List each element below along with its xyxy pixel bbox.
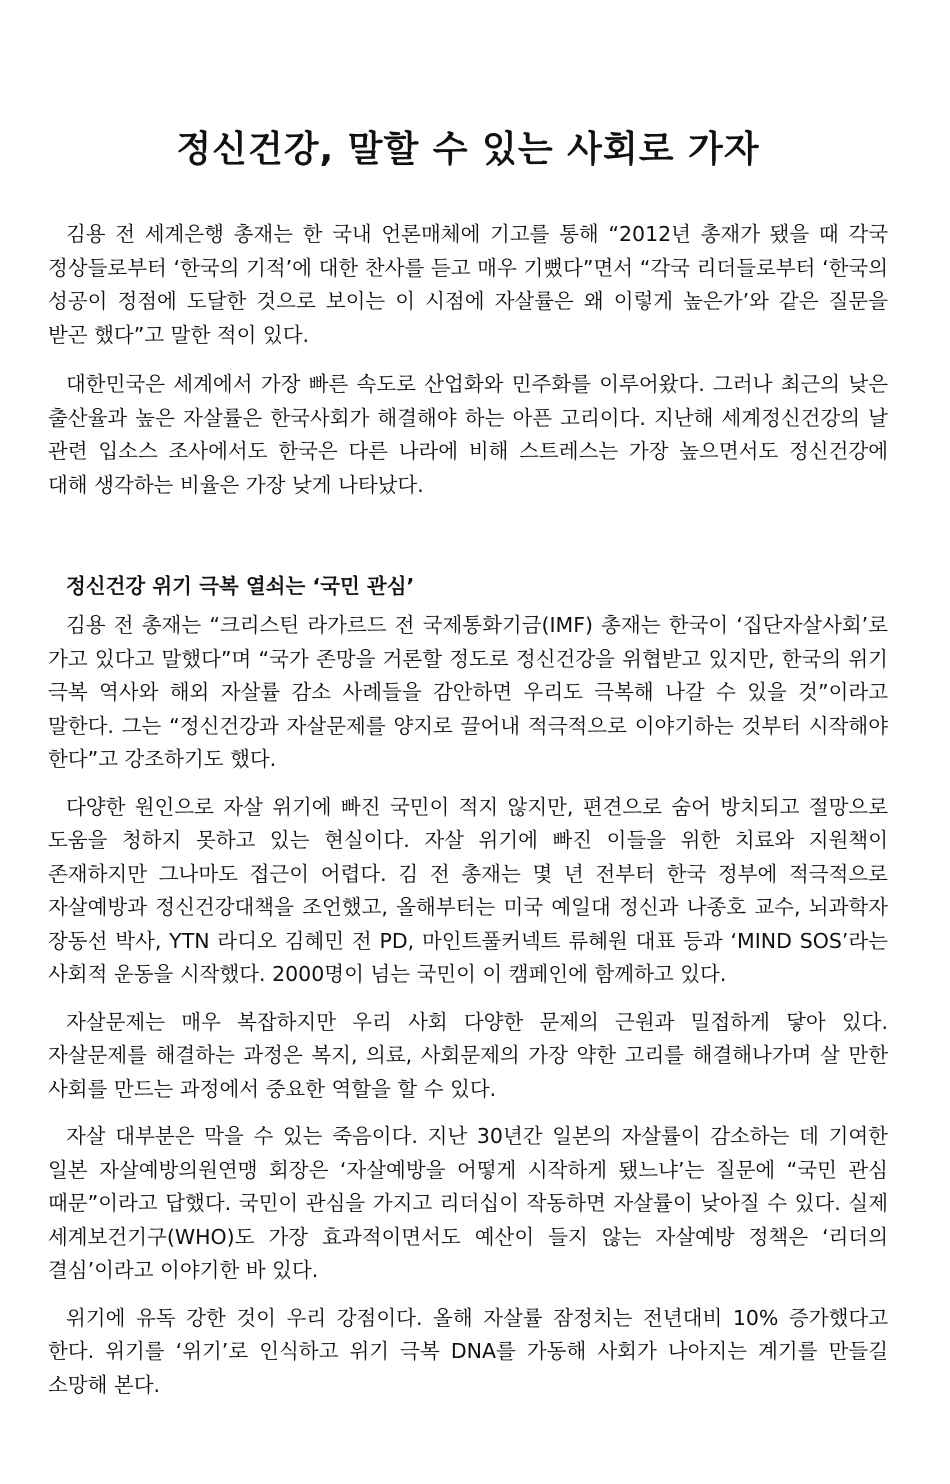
section-paragraph-1: 김용 전 총재는 “크리스틴 라가르드 전 국제통화기금(IMF) 총재는 한국이 ‘집단자살사회’로 가고 있다고 말했다”며 “국가 존망을 거론할 정도로 정신건강을 위협받고 있지만, 한국의 위기 극복 역사와 해외 자살률 감소 사례들을 감안하면 우리도 극복해 나갈 수 있을 것”이라고 말한다. 그는 “정신건강과 자살문제를 양지로 끌어내 적극적으로 이야기하는 것부터 시작해야 한다”고 강조하기도 했다. (48, 613, 888, 771)
section-paragraph-5: 위기에 유독 강한 것이 우리 강점이다. 올해 자살률 잠정치는 전년대비 10% 증가했다고 한다. 위기를 ‘위기’로 인식하고 위기 극복 DNA를 가동해 사회가 나아지는 계기를 만들길 소망해 본다. (48, 1305, 888, 1397)
section-paragraph-2: 다양한 원인으로 자살 위기에 빠진 국민이 적지 않지만, 편견으로 숨어 방치되고 절망으로 도움을 청하지 못하고 있는 현실이다. 자살 위기에 빠진 이들을 위한 치료와 지원책이 존재하지만 그나마도 접근이 어렵다. 김 전 총재는 몇 년 전부터 한국 정부에 적극적으로 자살예방과 정신건강대책을 조언했고, 올해부터는 미국 예일대 정신과 나종호 교수, 뇌과학자 장동선 박사, YTN 라디오 김혜민 전 PD, 마인트풀커넥트 류혜원 대표 등과 ‘MIND SOS’라는 사회적 운동을 시작했다. 2000명이 넘는 국민이 이 캠페인에 함께하고 있다. (48, 794, 888, 986)
section-heading: 정신건강 위기 극복 열쇠는 ‘국민 관심’ (66, 574, 415, 598)
intro-paragraph-1: 김용 전 세계은행 총재는 한 국내 언론매체에 기고를 통해 “2012년 총재가 됐을 때 각국 정상들로부터 ‘한국의 기적’에 대한 찬사를 듣고 매우 기뻤다”면서 “각국 리더들로부터 ‘한국의 성공이 정점에 도달한 것으로 보이는 이 시점에 자살률은 왜 이렇게 높은가’와 같은 질문을 받곤 했다”고 말한 적이 있다. (48, 222, 888, 347)
section-paragraph-4: 자살 대부분은 막을 수 있는 죽음이다. 지난 30년간 일본의 자살률이 감소하는 데 기여한 일본 자살예방의원연맹 회장은 ‘자살예방을 어떻게 시작하게 됐느냐’는 질문에 “국민 관심 때문”이라고 답했다. 국민이 관심을 가지고 리더십이 작동하면 자살률이 낮아질 수 있다. 실제 세계보건기구(WHO)도 가장 효과적이면서도 예산이 들지 않는 자살예방 정책은 ‘리더의 결심’이라고 이야기한 바 있다. (48, 1124, 888, 1282)
intro-paragraph-2: 대한민국은 세계에서 가장 빠른 속도로 산업화와 민주화를 이루어왔다. 그러나 최근의 낮은 출산율과 높은 자살률은 한국사회가 해결해야 하는 아픈 고리이다. 지난해 세계정신건강의 날 관련 입소스 조사에서도 한국은 다른 나라에 비해 스트레스는 가장 높으면서도 정신건강에 대해 생각하는 비율은 가장 낮게 나타났다. (48, 372, 888, 497)
section-paragraph-3: 자살문제는 매우 복잡하지만 우리 사회 다양한 문제의 근원과 밀접하게 닿아 있다. 자살문제를 해결하는 과정은 복지, 의료, 사회문제의 가장 약한 고리를 해결해나가며 살 만한 사회를 만드는 과정에서 중요한 역할을 할 수 있다. (48, 1009, 888, 1101)
article-title: 정신건강, 말할 수 있는 사회로 가자 (176, 129, 760, 170)
